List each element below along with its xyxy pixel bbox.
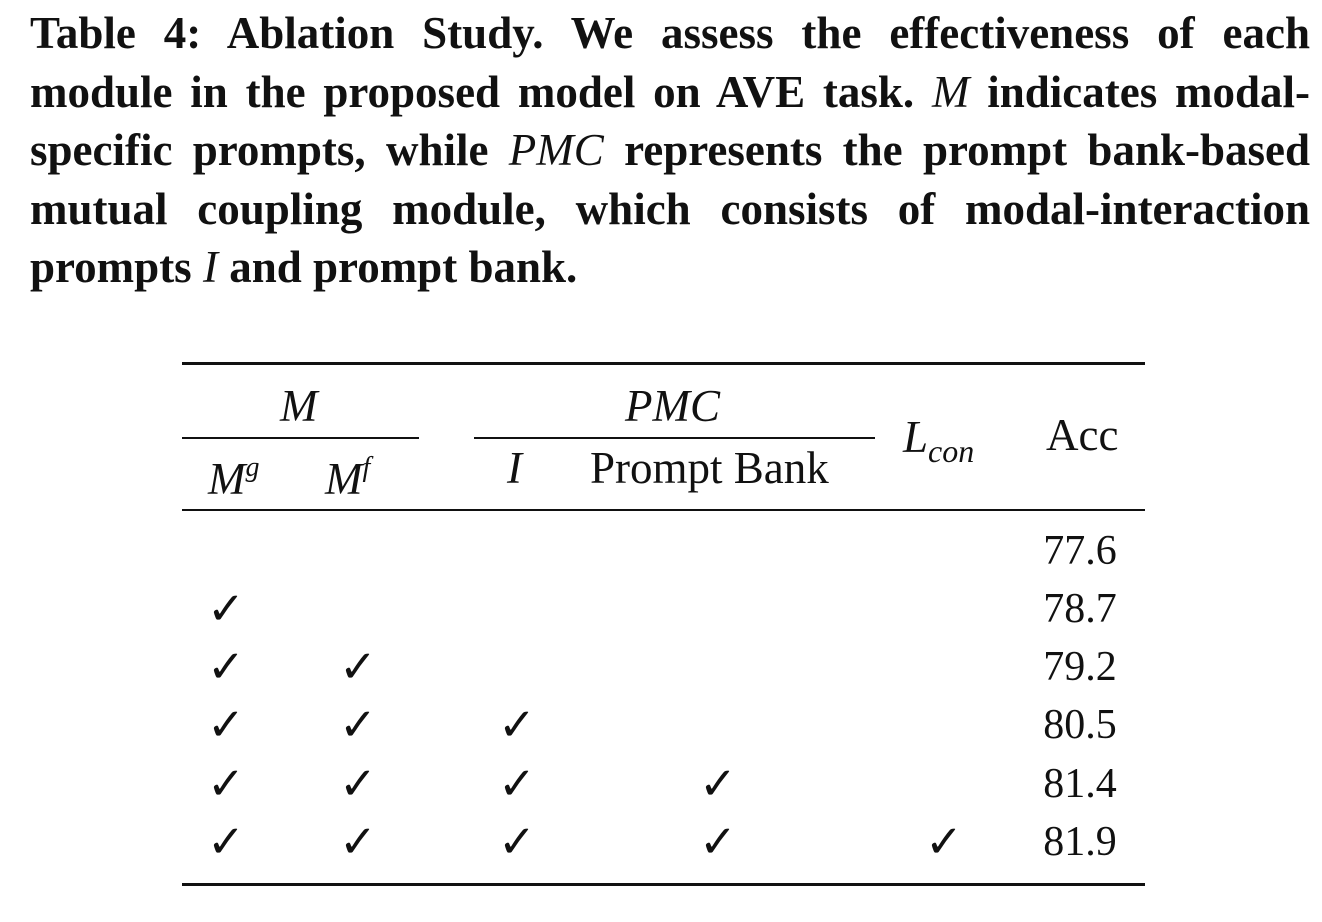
caption-i-symbol: I — [202, 242, 218, 292]
caption-pmc-symbol: PMC — [508, 125, 604, 175]
header-mf-base: M — [325, 454, 363, 504]
table-top-rule — [182, 362, 1145, 365]
pmc-group-rule — [474, 437, 875, 439]
cell-prompt-bank: ✓ — [699, 759, 737, 809]
header-group-pmc: PMC — [625, 381, 720, 431]
header-i: I — [507, 443, 522, 493]
cell-acc: 81.9 — [1043, 819, 1117, 865]
header-prompt-bank: Prompt Bank — [590, 443, 829, 493]
caption-part-4: and prompt bank. — [229, 242, 578, 292]
caption-part-3: represents the prompt bank-based mutual coupling module, which consists of modal-interaction prompts — [30, 125, 1311, 292]
cell-i: ✓ — [498, 700, 536, 750]
cell-mf: ✓ — [339, 642, 377, 692]
cell-mg: ✓ — [207, 700, 245, 750]
cell-lcon: ✓ — [925, 817, 963, 867]
header-group-m: M — [280, 381, 318, 431]
header-mg-base: M — [208, 454, 246, 504]
cell-mf: ✓ — [339, 817, 377, 867]
cell-acc: 79.2 — [1043, 644, 1117, 690]
cell-acc: 80.5 — [1043, 702, 1117, 748]
cell-acc: 78.7 — [1043, 586, 1117, 632]
cell-mg: ✓ — [207, 817, 245, 867]
table-bottom-rule — [182, 883, 1145, 886]
header-lcon — [903, 412, 974, 476]
caption-m-symbol: M — [931, 66, 970, 117]
cell-mf: ✓ — [339, 700, 377, 750]
cell-i: ✓ — [498, 817, 536, 867]
cell-mg: ✓ — [207, 584, 245, 634]
header-lcon-sub: con — [928, 433, 975, 469]
m-group-rule — [182, 437, 419, 439]
cell-acc: 77.6 — [1043, 528, 1117, 574]
header-mg-sup: g — [245, 452, 260, 483]
caption-part-1: Table 4: Ablation Study. We assess the effectiveness of each module in the proposed model on AVE task. — [30, 8, 1310, 117]
cell-mg: ✓ — [207, 642, 245, 692]
table-caption — [30, 4, 1310, 297]
header-acc: Acc — [1046, 410, 1119, 460]
cell-mg: ✓ — [207, 759, 245, 809]
cell-prompt-bank: ✓ — [699, 817, 737, 867]
caption-part-2: indicates modal-specific prompts, while — [30, 66, 1311, 175]
header-mg — [208, 443, 260, 504]
header-mf — [325, 443, 370, 504]
header-mf-sup: f — [362, 452, 371, 483]
cell-acc: 81.4 — [1043, 761, 1117, 807]
cell-mf: ✓ — [339, 759, 377, 809]
cell-i: ✓ — [498, 759, 536, 809]
header-lcon-base: L — [903, 412, 929, 462]
table-header-rule — [182, 509, 1145, 511]
